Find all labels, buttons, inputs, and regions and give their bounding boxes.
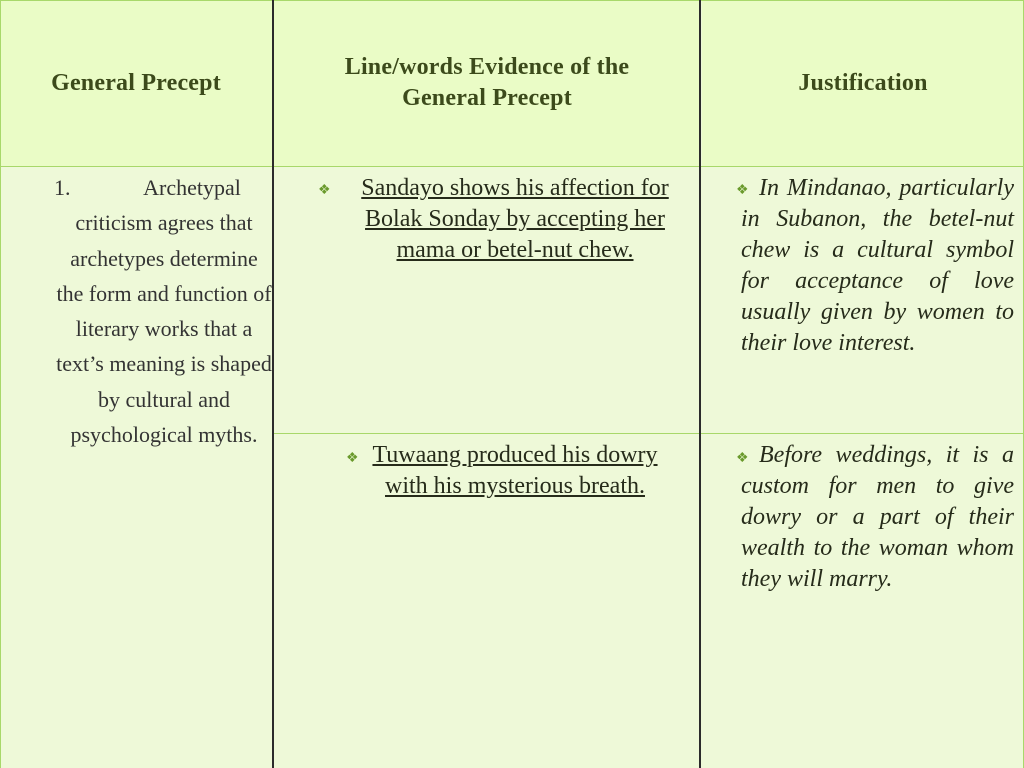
column-divider-1 bbox=[272, 0, 274, 768]
header-general-precept-text: General Precept bbox=[51, 69, 221, 96]
table-top-border bbox=[0, 0, 1024, 1]
bullet-icon: ❖ bbox=[736, 183, 749, 198]
header-justification-text: Justification bbox=[798, 69, 928, 96]
precept-number: 1. bbox=[54, 175, 71, 200]
column-divider-2 bbox=[699, 0, 701, 768]
precept-cell bbox=[50, 170, 272, 452]
justification-row-1 bbox=[741, 173, 1014, 359]
justification-row-1-text: In Mindanao, particularly in Subanon, the betel-nut chew is a cultural symbol for acceptance of love usually given by women to their love interest. bbox=[741, 175, 1014, 356]
evidence-row-1 bbox=[340, 173, 690, 266]
precept-text: Archetypal criticism agrees that archetypes determine the form and function of literary works that a text’s meaning is shaped by cultural and psychological myths. bbox=[56, 175, 272, 448]
evidence-row-2 bbox=[350, 440, 680, 502]
header-divider bbox=[0, 166, 1024, 167]
justification-row-2-text: Before weddings, it is a custom for men to give dowry or a part of their wealth to the woman whom they will marry. bbox=[741, 442, 1014, 592]
table-left-border bbox=[0, 0, 1, 768]
bullet-icon: ❖ bbox=[346, 451, 359, 466]
header-general-precept bbox=[0, 0, 272, 166]
row-divider bbox=[274, 433, 1024, 434]
bullet-icon: ❖ bbox=[318, 183, 331, 198]
evidence-row-1-text: Sandayo shows his affection for Bolak Sonday by accepting her mama or betel-nut chew. bbox=[361, 175, 669, 263]
header-evidence-text: Line/words Evidence of the General Precept bbox=[344, 54, 630, 111]
evidence-row-2-text: Tuwaang produced his dowry with his mysterious breath. bbox=[372, 442, 658, 499]
justification-row-2 bbox=[741, 440, 1014, 595]
header-evidence bbox=[274, 0, 700, 166]
header-justification bbox=[702, 0, 1024, 166]
bullet-icon: ❖ bbox=[736, 451, 749, 466]
